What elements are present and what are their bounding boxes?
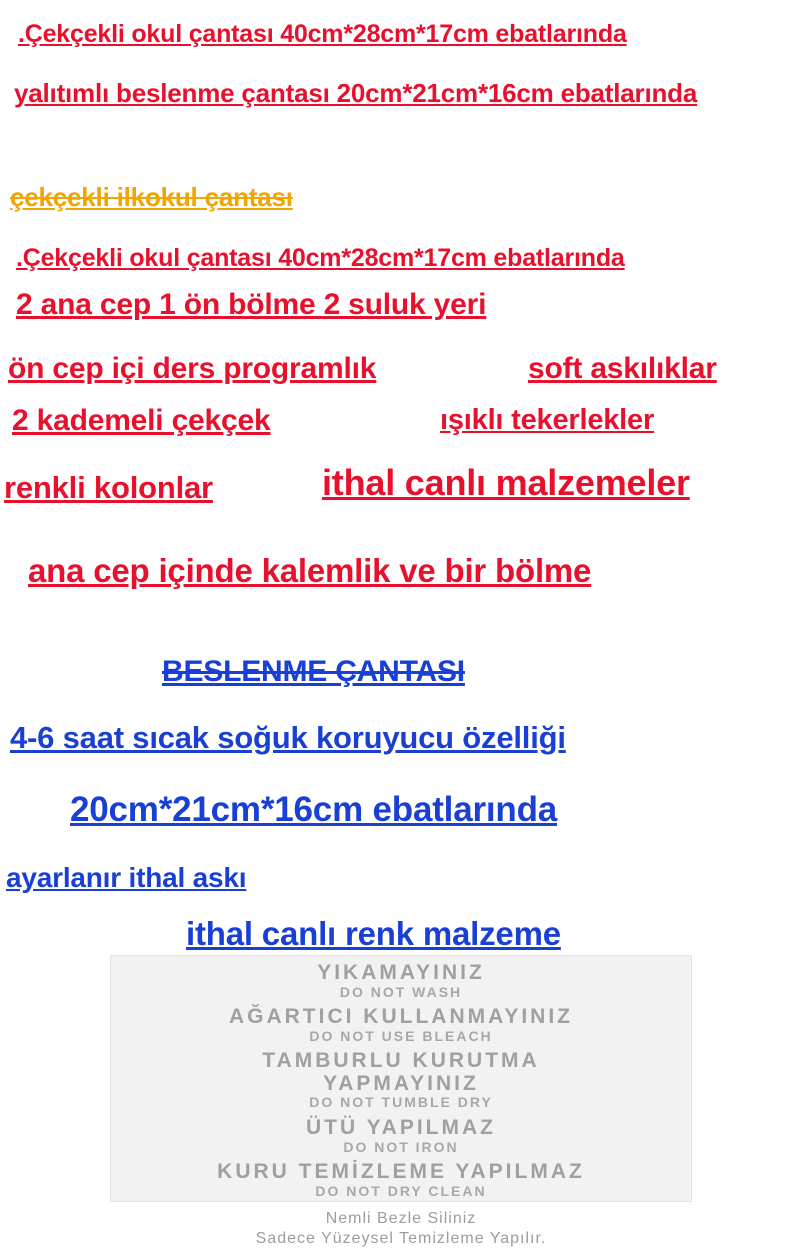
care-label-en-wash: DO NOT WASH xyxy=(339,983,463,1000)
text-line-imported-vivid-color-material: ithal canlı renk malzeme xyxy=(186,915,561,952)
heading-lunch-bag: BESLENME ÇANTASI xyxy=(162,655,465,688)
heading-trolley-primary-school-bag: çekçekli ilkokul çantası xyxy=(10,182,293,212)
care-label-en-bleach: DO NOT USE BLEACH xyxy=(309,1027,493,1044)
care-row-do-not-tumble-dry xyxy=(111,1050,691,1111)
care-instructions-label xyxy=(110,955,692,1247)
care-label-tr-tumble-2: YAPMAYINIZ xyxy=(323,1071,479,1095)
text-line-adjustable-strap: ayarlanır ithal askı xyxy=(6,862,247,893)
care-label-tr-dryclean: KURU TEMİZLEME YAPILMAZ xyxy=(217,1159,585,1183)
text-line-thermal-duration: 4-6 saat sıcak soğuk koruyucu özelliği xyxy=(10,720,566,755)
care-row-do-not-bleach xyxy=(111,1006,691,1044)
care-row-do-not-iron xyxy=(111,1117,691,1155)
text-line-lunch-bag-size: 20cm*21cm*16cm ebatlarında xyxy=(70,790,558,829)
text-line-lunch-bag-dimensions: yalıtımlı beslenme çantası 20cm*21cm*16cm ebatlarında xyxy=(14,78,698,108)
text-line-school-bag-dimensions: .Çekçekli okul çantası 40cm*28cm*17cm ebatlarında xyxy=(18,20,627,48)
text-line-soft-straps: soft askılıklar xyxy=(528,352,717,385)
text-line-compartments: 2 ana cep 1 ön bölme 2 suluk yeri xyxy=(16,288,487,321)
care-row-do-not-dry-clean xyxy=(111,1161,691,1199)
care-note-surface-clean: Sadece Yüzeysel Temizleme Yapılır. xyxy=(255,1229,547,1247)
care-label-tr-wash: YIKAMAYINIZ xyxy=(317,961,485,984)
text-line-imported-vivid-materials: ithal canlı malzemeler xyxy=(322,462,690,503)
care-label-tr-bleach: AĞARTICI KULLANMAYINIZ xyxy=(228,1005,574,1029)
care-label-tr-tumble-1: TAMBURLU KURUTMA xyxy=(262,1049,540,1073)
care-label-en-dryclean: DO NOT DRY CLEAN xyxy=(315,1182,487,1199)
text-line-school-bag-dimensions-repeat: .Çekçekli okul çantası 40cm*28cm*17cm ebatlarında xyxy=(16,244,625,272)
text-line-front-pocket-schedule: ön cep içi ders programlık xyxy=(8,352,377,385)
care-row-do-not-wash xyxy=(111,962,691,1000)
text-line-two-stage-trolley: 2 kademeli çekçek xyxy=(12,404,271,437)
text-line-main-pocket-pencil-case: ana cep içinde kalemlik ve bir bölme xyxy=(28,552,592,589)
care-label-tr-iron: ÜTÜ YAPILMAZ xyxy=(305,1115,496,1139)
care-note-wipe-damp: Nemli Bezle Siliniz xyxy=(325,1209,477,1227)
text-line-colored-straps: renkli kolonlar xyxy=(4,470,213,505)
text-line-light-up-wheels: ışıklı tekerlekler xyxy=(440,404,655,436)
care-label-en-iron: DO NOT IRON xyxy=(343,1138,459,1155)
care-label-en-tumble: DO NOT TUMBLE DRY xyxy=(309,1094,493,1111)
